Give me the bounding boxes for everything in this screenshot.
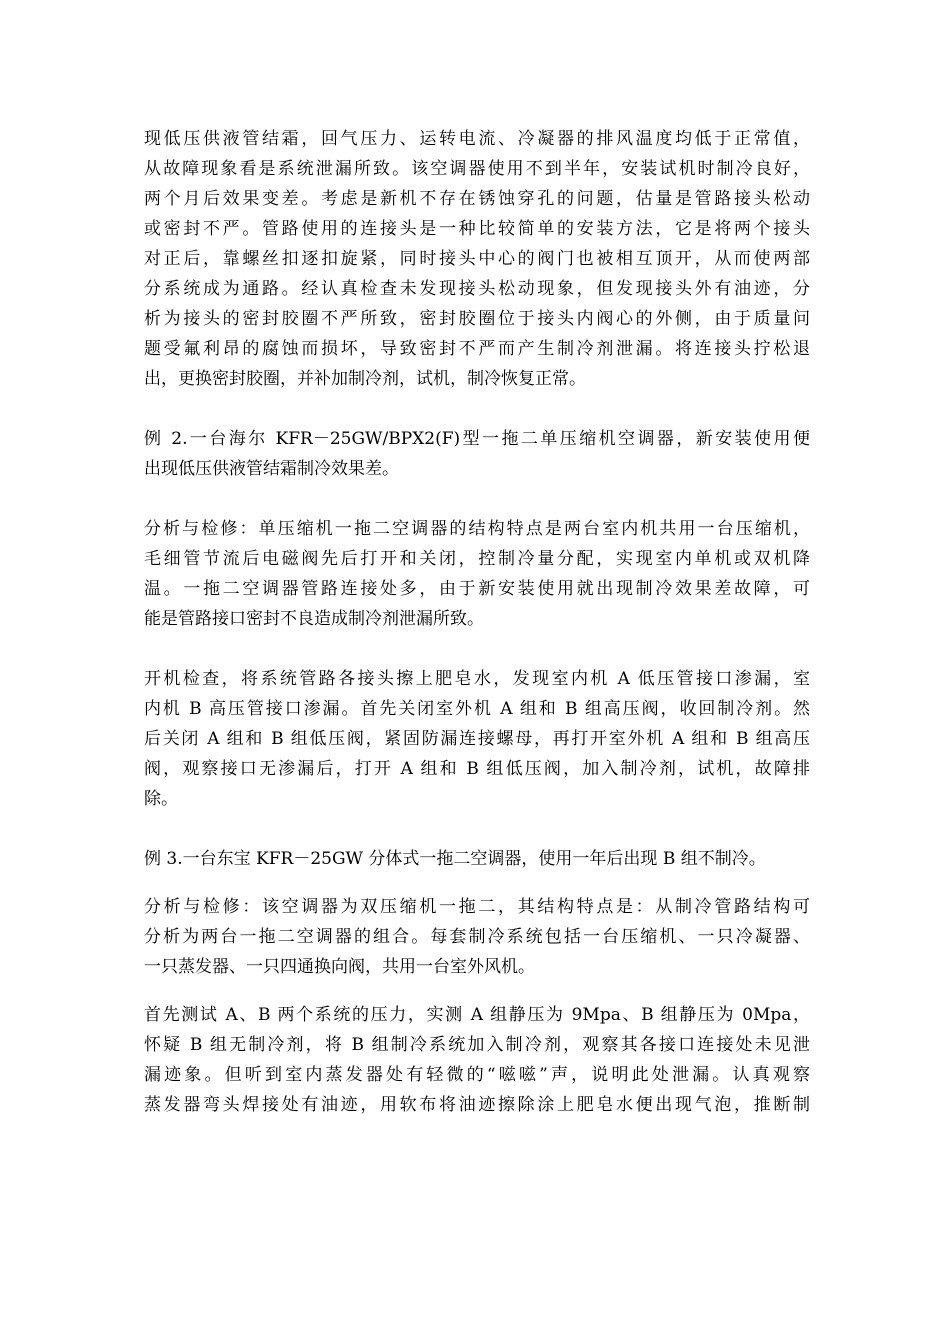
paragraph-example-2-repair xyxy=(144,664,810,814)
text-line: 能是管路接口密封不良造成制冷剂泄漏所致。 xyxy=(144,609,484,629)
text-line: 首先测试 A、B 两个系统的压力，实测 A 组静压为 9Mpa、B 组静压为 0Mpa， xyxy=(144,1005,810,1025)
text-line: 漏迹象。但听到室内蒸发器处有轻微的“嗞嗞”声，说明此处泄漏。认真观察 xyxy=(144,1065,810,1085)
paragraph-example-3-repair xyxy=(144,1000,810,1120)
text-line: 对正后，靠螺丝扣逐扣旋紧，同时接头中心的阀门也被相互顶开，从而使两部 xyxy=(144,249,810,269)
document-page xyxy=(144,124,810,1120)
paragraph-gap xyxy=(144,982,810,1000)
text-line: 从故障现象看是系统泄漏所致。该空调器使用不到半年，安装试机时制冷良好， xyxy=(144,159,810,179)
text-line: 阀，观察接口无渗漏后，打开 A 组和 B 组低压阀，加入制冷剂，试机，故障排 xyxy=(144,759,810,779)
text-line: 两个月后效果变差。考虑是新机不存在锈蚀穿孔的问题，估量是管路接头松动 xyxy=(144,189,810,209)
paragraph-gap xyxy=(144,484,810,514)
paragraph-gap xyxy=(144,874,810,892)
text-line: 温。一拖二空调器管路连接处多，由于新安装使用就出现制冷效果差故障，可 xyxy=(144,579,810,599)
text-line: 蒸发器弯头焊接处有油迹，用软布将油迹擦除涂上肥皂水便出现气泡，推断制 xyxy=(144,1095,810,1115)
text-line: 内机 B 高压管接口渗漏。首先关闭室外机 A 组和 B 组高压阀，收回制冷剂。然 xyxy=(144,699,810,719)
text-line: 后关闭 A 组和 B 组低压阀，紧固防漏连接螺母，再打开室外机 A 组和 B 组高压 xyxy=(144,729,810,749)
text-line: 出现低压供液管结霜制冷效果差。 xyxy=(144,459,399,479)
text-line: 一只蒸发器、一只四通换向阀，共用一台室外风机。 xyxy=(144,957,535,977)
paragraph-example-2 xyxy=(144,424,810,484)
text-line: 现低压供液管结霜，回气压力、运转电流、冷凝器的排风温度均低于正常值， xyxy=(144,129,810,149)
text-line: 除。 xyxy=(144,789,178,809)
paragraph-example-2-analysis xyxy=(144,514,810,634)
text-line: 分系统成为通路。经认真检查未发现接头松动现象，但发现接头外有油迹，分 xyxy=(144,279,810,299)
paragraph-gap xyxy=(144,634,810,664)
text-line: 题受氟利昂的腐蚀而损坏，导致密封不严而产生制冷剂泄漏。将连接头拧松退 xyxy=(144,339,810,359)
text-line: 或密封不严。管路使用的连接头是一种比较简单的安装方法，它是将两个接头 xyxy=(144,219,810,239)
text-line: 分析与检修：该空调器为双压缩机一拖二，其结构特点是：从制冷管路结构可 xyxy=(144,897,810,917)
text-line: 析为接头的密封胶圈不严所致，密封胶圈位于接头内阀心的外侧，由于质量问 xyxy=(144,309,810,329)
paragraph-example-3-analysis xyxy=(144,892,810,982)
paragraph-example-3 xyxy=(144,844,810,874)
text-line: 例 2.一台海尔 KFR－25GW/BPX2(F)型一拖二单压缩机空调器，新安装使用便 xyxy=(144,429,810,449)
text-line: 毛细管节流后电磁阀先后打开和关闭，控制冷量分配，实现室内单机或双机降 xyxy=(144,549,810,569)
text-line: 分析为两台一拖二空调器的组合。每套制冷系统包括一台压缩机、一只冷凝器、 xyxy=(144,927,810,947)
text-line: 开机检查，将系统管路各接头擦上肥皂水，发现室内机 A 低压管接口渗漏，室 xyxy=(144,669,810,689)
text-line: 例 3.一台东宝 KFR－25GW 分体式一拖二空调器，使用一年后出现 B 组不制冷。 xyxy=(144,849,766,869)
paragraph-gap xyxy=(144,814,810,844)
paragraph-gap xyxy=(144,394,810,424)
text-line: 出，更换密封胶圈，并补加制冷剂，试机，制冷恢复正常。 xyxy=(144,369,586,389)
paragraph-case1-analysis xyxy=(144,124,810,394)
text-line: 怀疑 B 组无制冷剂，将 B 组制冷系统加入制冷剂，观察其各接口连接处未见泄 xyxy=(144,1035,810,1055)
text-line: 分析与检修：单压缩机一拖二空调器的结构特点是两台室内机共用一台压缩机， xyxy=(144,519,810,539)
